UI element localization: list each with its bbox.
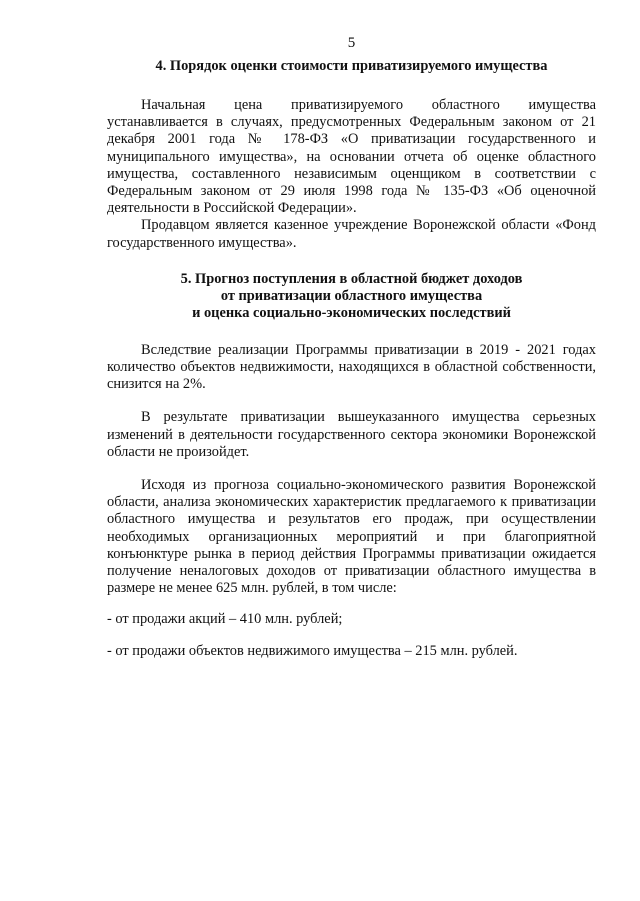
section-4-heading: 4. Порядок оценки стоимости приватизируемого имущества bbox=[155, 58, 548, 74]
section-5-paragraph-1: Вследствие реализации Программы приватизации в 2019 - 2021 годах количество объектов недвижимости, находящихся в областной собственности, снизится на 2%. bbox=[107, 341, 596, 393]
section-5-heading-line-1: 5. Прогноз поступления в областной бюджет доходов bbox=[180, 270, 523, 287]
revenue-list-item-real-estate: - от продажи объектов недвижимого имущества – 215 млн. рублей. bbox=[107, 642, 518, 659]
section-5-paragraph-3: Исходя из прогноза социально-экономического развития Воронежской области, анализа экономических характеристик предлагаемого к приватизации областного имущества и результатов его продаж, при осуществлении необходимых организационных мероприятий и при благоприятной конъюнктуре рынка в период действия Программы приватизации ожидается получение неналоговых доходов от приватизации областного имущества в размере не менее 625 млн. рублей, в том числе: bbox=[107, 477, 596, 597]
section-5-paragraph-2: В результате приватизации вышеуказанного имущества серьезных изменений в деятельности государственного сектора экономики Воронежской области не произойдет. bbox=[107, 409, 596, 460]
section-5-heading-line-3: и оценка социально-экономических последствий bbox=[192, 304, 511, 321]
revenue-list-item-shares: - от продажи акций – 410 млн. рублей; bbox=[107, 611, 343, 628]
section-4-paragraph-1: Начальная цена приватизируемого областного имущества устанавливается в случаях, предусмотренных Федеральным законом от 21 декабря 2001 года № 178-ФЗ «О приватизации государственного и муниципального имущества», на основании отчета об оценке областного имущества, составленного независимым оценщиком в соответствии с Федеральным законом от 29 июля 1998 года № 135-ФЗ «Об оценочной деятельности в Российской Федерации». bbox=[107, 97, 596, 217]
section-5-heading-line-2: от приватизации областного имущества bbox=[220, 287, 483, 304]
section-5-heading bbox=[107, 271, 596, 322]
section-4-paragraph-2: Продавцом является казенное учреждение Воронежской области «Фонд государственного имущества». bbox=[107, 217, 596, 251]
page-number: 5 bbox=[347, 35, 356, 51]
